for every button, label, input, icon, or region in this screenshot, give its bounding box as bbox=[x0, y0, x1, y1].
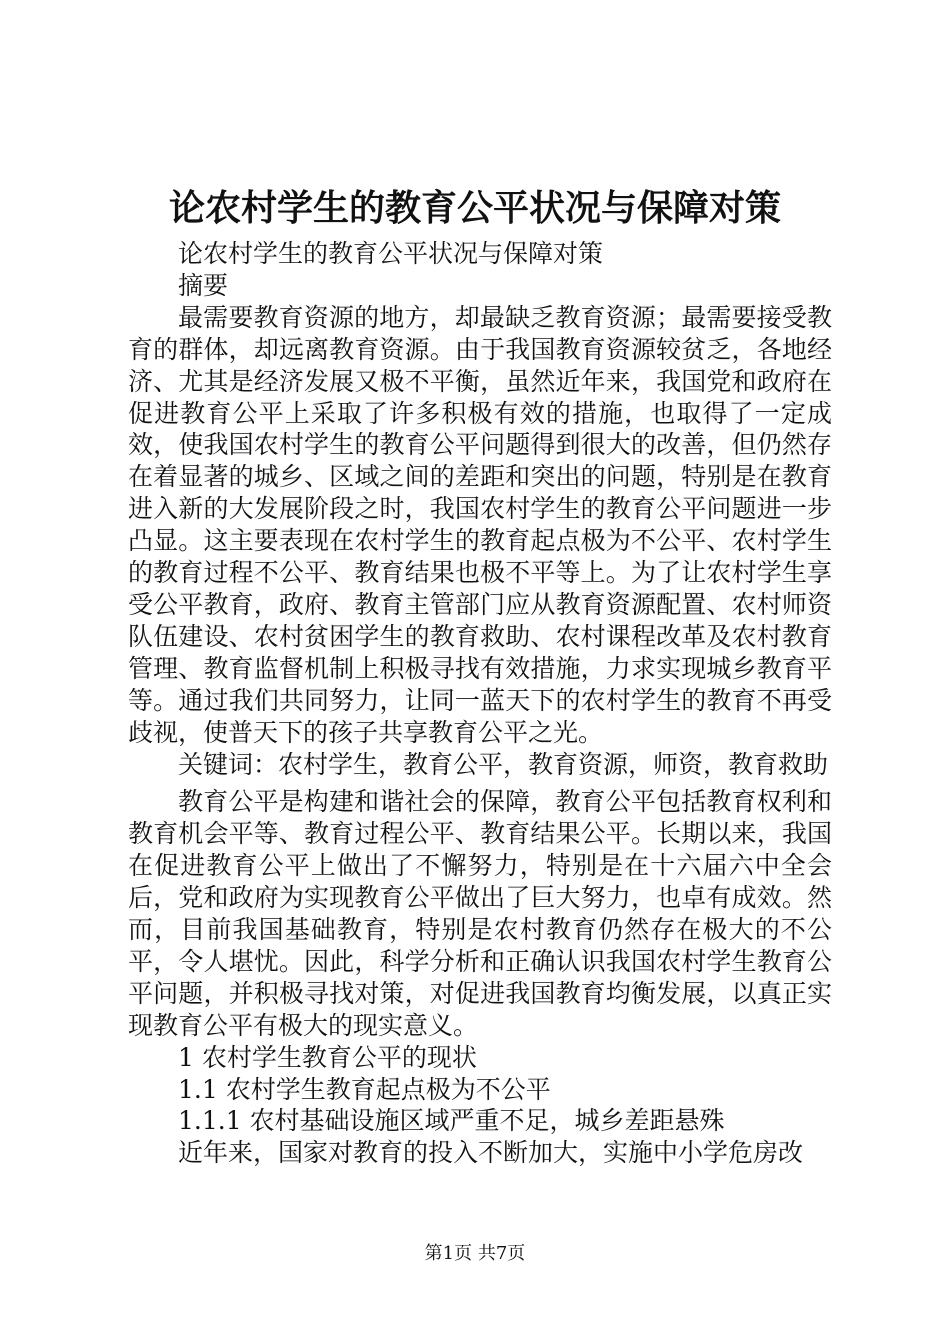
body-paragraph: 近年来，国家对教育的投入不断加大，实施中小学危房改 bbox=[178, 1138, 804, 1168]
abstract-paragraph: 最需要教育资源的地方，却最缺乏教育资源；最需要接受教育的群体，却远离教育资源。由于我国教育资源较贫乏，各地经济、尤其是经济发展又极不平衡，虽然近年来，我国党和政府在促进教育公平上采取了许多积极有效的措施，也取得了一定成效，使我国农村学生的教育公平问题得到很大的改善，但仍然存在着显著的城乡、区域之间的差距和突出的问题，特别是在教育进入新的大发展阶段之时，我国农村学生的教育公平问题进一步凸显。这主要表现在农村学生的教育起点极为不公平、农村学生的教育过程不公平、教育结果也极不平等上。为了让农村学生享受公平教育，政府、教育主管部门应从教育资源配置、农村师资队伍建设、农村贫困学生的教育救助、农村课程改革及农村教育管理、教育监督机制上积极寻找有效措施，力求实现城乡教育平等。通过我们共同努力，让同一蓝天下的农村学生的教育不再受歧视，使普天下的孩子共享教育公平之光。 bbox=[128, 302, 832, 747]
abstract-heading: 摘要 bbox=[178, 270, 229, 300]
subtitle: 论农村学生的教育公平状况与保障对策 bbox=[178, 239, 604, 268]
document-title: 论农村学生的教育公平状况与保障对策 bbox=[168, 187, 781, 229]
keywords-paragraph: 关键词：农村学生，教育公平，教育资源，师资，教育救助 bbox=[178, 749, 829, 779]
section-heading-1-1: 1.1 农村学生教育起点极为不公平 bbox=[178, 1074, 551, 1104]
intro-paragraph: 教育公平是构建和谐社会的保障，教育公平包括教育权利和教育机会平等、教育过程公平、教育结果公平。长期以来，我国在促进教育公平上做出了不懈努力，特别是在十六届六中全会后，党和政府为实现教育公平做出了巨大努力，也卓有成效。然而，目前我国基础教育，特别是农村教育仍然存在极大的不公平，令人堪忧。因此，科学分析和正确认识我国农村学生教育公平问题，并积极寻找对策，对促进我国教育均衡发展，以真正实现教育公平有极大的现实意义。 bbox=[128, 787, 832, 1040]
section-heading-1: 1 农村学生教育公平的现状 bbox=[178, 1042, 477, 1072]
section-heading-1-1-1: 1.1.1 农村基础设施区域严重不足，城乡差距悬殊 bbox=[178, 1106, 725, 1136]
document-body bbox=[128, 238, 832, 1169]
page-footer: 第1页 共7页 bbox=[424, 1243, 526, 1264]
